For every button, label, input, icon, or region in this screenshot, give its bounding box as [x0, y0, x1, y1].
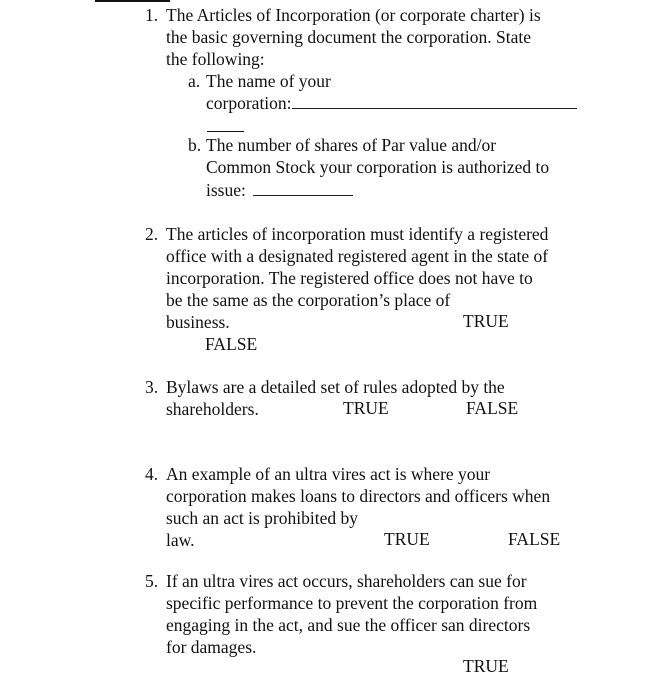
q2-true-option[interactable]: TRUE — [463, 311, 509, 331]
q1-text-line: the following: — [166, 49, 265, 69]
q3-text-line: shareholders. — [166, 399, 259, 419]
q2-text-line: office with a designated registered agent in the state of — [166, 246, 549, 266]
corporation-name-blank-continued[interactable] — [207, 131, 244, 132]
q1b-text: Common Stock your corporation is authorized to — [206, 157, 550, 177]
q4-false-option[interactable]: FALSE — [508, 529, 561, 549]
q2-number: 2. — [145, 224, 159, 244]
q4-text-line: corporation makes loans to directors and officers when — [166, 486, 551, 506]
q2-text-line: incorporation. The registered office does not have to — [166, 268, 533, 288]
q3-text-line: Bylaws are a detailed set of rules adopted by the — [166, 377, 505, 397]
q4-true-option[interactable]: TRUE — [384, 529, 430, 549]
q5-true-option[interactable]: TRUE — [463, 656, 509, 676]
q2-text-line: The articles of incorporation must identify a registered — [166, 224, 549, 244]
q4-text-line: such an act is prohibited by — [166, 508, 358, 528]
q1a-text: The name of your — [206, 71, 331, 91]
q1a-prompt: corporation: — [206, 93, 292, 113]
q1b-text: The number of shares of Par value and/or — [206, 135, 497, 155]
q1a-label: a. — [188, 71, 201, 91]
q2-false-option[interactable]: FALSE — [205, 334, 258, 354]
top-rule — [95, 0, 170, 2]
q1-text-line: The Articles of Incorporation (or corporate charter) is — [166, 5, 541, 25]
q5-text-line: for damages. — [166, 637, 257, 657]
corporation-name-blank[interactable] — [292, 94, 577, 109]
shares-authorized-blank[interactable] — [253, 181, 353, 196]
q1a-text — [206, 93, 577, 113]
q4-number: 4. — [145, 464, 159, 484]
q1-number: 1. — [145, 5, 159, 25]
q4-text-line: law. — [166, 530, 195, 550]
q2-text-line: be the same as the corporation’s place of — [166, 290, 451, 310]
q3-true-option[interactable]: TRUE — [343, 398, 389, 418]
q1b-label: b. — [188, 135, 202, 155]
q5-text-line: engaging in the act, and sue the officer san directors — [166, 615, 531, 635]
q1b-text — [206, 180, 353, 200]
q5-text-line: specific performance to prevent the corporation from — [166, 593, 538, 613]
q3-number: 3. — [145, 377, 159, 397]
q4-text-line: An example of an ultra vires act is where your — [166, 464, 491, 484]
q1-text-line: the basic governing document the corporation. State — [166, 27, 531, 47]
q5-number: 5. — [145, 571, 159, 591]
q3-false-option[interactable]: FALSE — [466, 398, 519, 418]
q2-text-line: business. — [166, 312, 230, 332]
q5-text-line: If an ultra vires act occurs, shareholders can sue for — [166, 571, 527, 591]
q1b-prompt: issue: — [206, 180, 246, 200]
